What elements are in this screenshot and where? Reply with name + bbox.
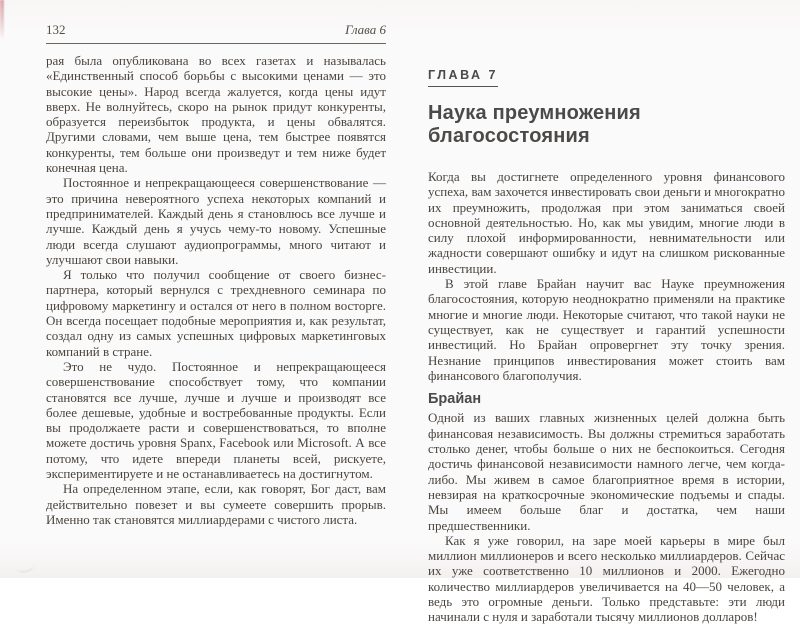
running-header bbox=[46, 22, 386, 44]
paragraph: Я только что получил сообщение от своего бизнес-партнера, который вернулся с трехдневного семинара по цифровому маркетингу и остался от него в полном восторге. Он всегда посещает подобные мероприятия и, как результат, создал одну из самых успешных цифровых маркетинговых компаний в стране. bbox=[46, 267, 386, 359]
paragraph: Постоянное и непрекращающееся совершенствование — это причина невероятного успеха некоторых компаний и предпринимателей. Каждый день я становлюсь все лучше и лучше. Каждый день я учусь чему-то новому. Успешные люди всегда слушают аудиопрограммы, много читают и улучшают свои навыки. bbox=[46, 175, 386, 267]
page-number: 132 bbox=[46, 22, 66, 37]
left-page-body bbox=[46, 53, 386, 527]
page-edge-mark bbox=[0, 0, 4, 40]
right-page-intro bbox=[428, 169, 785, 625]
paragraph: Это не чудо. Постоянное и непрекращающееся совершенствование способствует тому, что компании становятся все лучше, лучше и лучше и производят все более дешевые, удобные и востребованные продукты. Если вы продолжаете расти и совершенствоваться, то вполне можете достичь уровня Spanx, Facebook или Microsoft. А все потому, что идете впереди планеты всей, рискуете, экспериментируете и не останавливаетесь на достигнутом. bbox=[46, 358, 386, 482]
paragraph: рая была опубликована во всех газетах и называлась «Единственный способ борьбы с высокими ценами — это высокие цены». Народ всегда жалуется, когда цены идут вверх. Не волнуйтесь, скоро на рынок придут конкуренты, образуется переизбыток продукта, и цены обвалятся. Другими словами, чем выше цена, тем быстрее появятся конкуренты, тем больше они произведут и тем ниже будет конечная цена. bbox=[46, 53, 386, 176]
paragraph: Одной из ваших главных жизненных целей должна быть финансовая независимость. Вы должны стремиться заработать столько денег, чтобы больше о них не беспокоиться. Сегодня достичь финансовой независимости намного легче, чем когда-либо. Мы живем в самое благоприятное время в истории, невзирая на краткосрочные экономические подъемы и спады. Мы имеем больше благ и достатка, чем наши предшественники. bbox=[428, 410, 785, 533]
running-header-chapter: Глава 6 bbox=[345, 22, 386, 37]
paragraph: Когда вы достигнете определенного уровня финансового успеха, вам захочется инвестировать свои деньги и многократно их преумножить, продолжая при этом заниматься своей основной деятельностью. Но, как мы увидим, многие люди в силу плохой информированности, невнимательности или жадности совершают ошибку и идут на слишком рискованные инвестиции. bbox=[428, 169, 785, 276]
left-page bbox=[46, 22, 386, 527]
right-page bbox=[428, 66, 785, 625]
chapter-title: Наука преумножения благосостояния bbox=[428, 102, 641, 147]
section-heading: Брайан bbox=[428, 391, 482, 408]
paragraph: На определенном этапе, если, как говорят, Бог даст, вам действительно повезет и вы сумеете совершить прорыв. Именно так становятся миллиардерами с чистого листа. bbox=[46, 481, 386, 527]
chapter-label: ГЛАВА 7 bbox=[428, 68, 498, 87]
paragraph: Как я уже говорил, на заре моей карьеры в мире был миллион миллионеров и всего несколько миллиардеров. Сейчас их уже соответственно 10 миллионов и 2000. Ежегодно количество миллиардеров увеличивается на 40—50 человек, а ведь это огромные деньги. Только представьте: эти люди начинали с нуля и заработали тысячу миллионов долларов! bbox=[428, 532, 785, 625]
paragraph: В этой главе Брайан научит вас Науке преумножения благосостояния, которую неоднократно применяли на практике многие и многие люди. Некоторые считают, что такой науки не существует, как не существует и гарантий успешности инвестиций. Но Брайан опровергнет эту точку зрения. Незнание принципов инвестирования может стоить вам финансового благополучия. bbox=[428, 276, 785, 383]
paper-smudge bbox=[15, 559, 35, 574]
